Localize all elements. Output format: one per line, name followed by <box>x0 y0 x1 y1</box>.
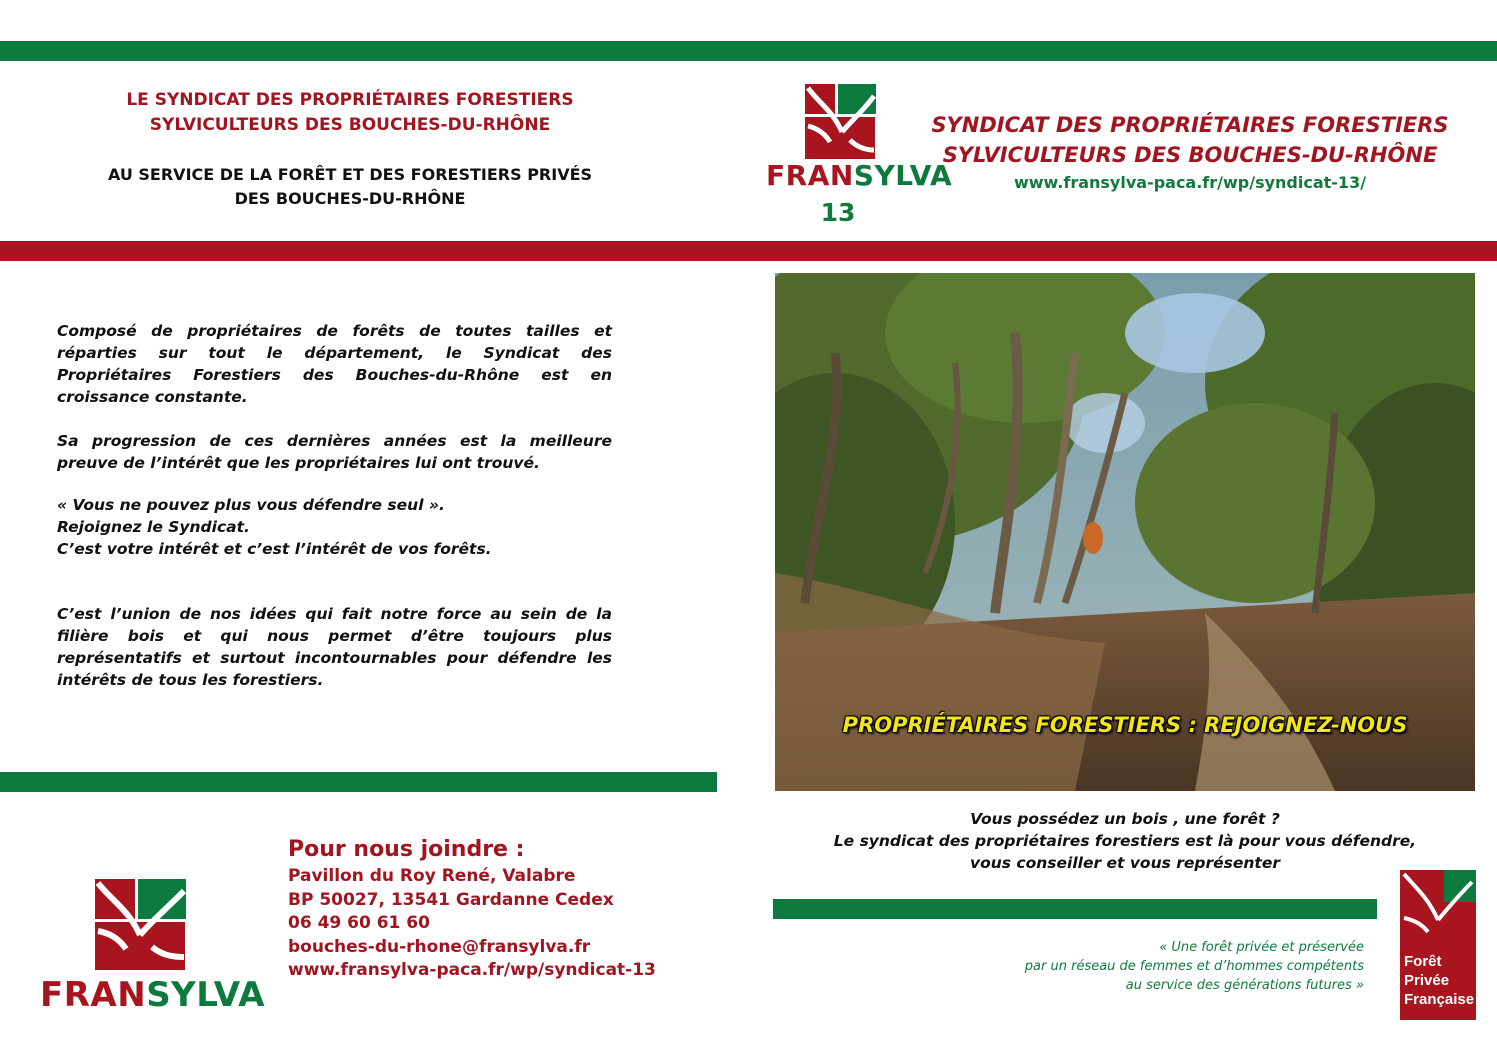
union-paragraph: C’est l’union de nos idées qui fait notre force au sein de la filière bois et qui nous permet d’être toujours plus représentatifs et surtout incontournables pour défendre les intérêts de tous les forestiers. <box>57 605 612 689</box>
fpf-line-2: Privée <box>1404 972 1450 989</box>
contact-website[interactable]: www.fransylva-paca.fr/wp/syndicat-13 <box>288 960 656 980</box>
photo-caption <box>805 713 1445 737</box>
quote-block <box>57 494 612 560</box>
footer-logo-sylva: SYLVA <box>146 975 266 1015</box>
header-logo-fran: FRAN <box>766 159 854 192</box>
union-text-block <box>57 603 612 691</box>
fransylva-logo-footer <box>40 875 266 1020</box>
header-left-title-line1: LE SYNDICAT DES PROPRIÉTAIRES FORESTIERS <box>126 90 574 110</box>
intro-text-block <box>57 320 612 474</box>
header-left-title-line2: SYLVICULTEURS DES BOUCHES-DU-RHÔNE <box>149 115 551 135</box>
motto-line-3: au service des générations futures » <box>1125 978 1364 993</box>
motto-text <box>940 938 1364 995</box>
contact-postal-line: BP 50027, 13541 Gardanne Cedex <box>288 889 614 910</box>
header-right-title-line2: SYLVICULTEURS DES BOUCHES-DU-RHÔNE <box>942 143 1438 167</box>
top-green-band <box>0 41 1497 61</box>
contact-email[interactable]: bouches-du-rhone@fransylva.fr <box>288 936 591 957</box>
header-logo-number: 13 <box>820 198 856 227</box>
invite-line-3: vous conseiller et vous représenter <box>970 854 1280 872</box>
header-left-title <box>60 88 640 138</box>
header-red-band <box>0 241 1497 261</box>
header-right-title-line1: SYNDICAT DES PROPRIÉTAIRES FORESTIERS <box>931 113 1449 137</box>
forest-photo <box>775 273 1475 791</box>
header-right-url[interactable]: www.fransylva-paca.fr/wp/syndicat-13/ <box>1013 173 1367 192</box>
fpf-line-1: Forêt <box>1404 953 1442 970</box>
fpf-tree-icon <box>1400 870 1476 950</box>
left-divider-band <box>0 772 717 792</box>
quote-line-3: C’est votre intérêt et c’est l’intérêt de vos forêts. <box>57 540 492 558</box>
invite-line-2: Le syndicat des propriétaires forestiers est là pour vous défendre, <box>833 832 1417 850</box>
invite-line-1: Vous possédez un bois , une forêt ? <box>970 810 1280 828</box>
header-right-title <box>920 110 1460 170</box>
footer-logo-fran: FRAN <box>40 975 147 1015</box>
contact-heading: Pour nous joindre : <box>288 837 525 862</box>
motto-line-1: « Une forêt privée et préservée <box>1159 940 1364 955</box>
header-logo-sylva: SYLVA <box>853 159 953 192</box>
fpf-line-3: Française <box>1404 991 1475 1008</box>
contact-phone[interactable]: 06 49 60 61 60 <box>288 913 430 933</box>
contact-address-line: Pavillon du Roy René, Valabre <box>288 866 576 886</box>
fransylva-logo-header <box>760 80 953 230</box>
motto-line-2: par un réseau de femmes et d’hommes compétents <box>1024 959 1364 974</box>
footer-logo-wordmark <box>40 975 266 1015</box>
header-left-subtitle <box>60 163 640 211</box>
quote-line-2: Rejoignez le Syndicat. <box>57 518 250 536</box>
right-divider-band <box>773 899 1377 919</box>
intro-paragraph: Composé de propriétaires de forêts de toutes tailles et réparties sur tout le département, le Syndicat des Propriétaires Forestiers des Bouches-du-Rhône est en croissance constante. <box>57 322 612 406</box>
photo-caption-text: PROPRIÉTAIRES FORESTIERS : REJOIGNEZ-NOUS <box>842 713 1408 737</box>
foret-privee-francaise-logo <box>1400 870 1476 1020</box>
contact-block <box>288 835 708 983</box>
fransylva-footer-tree-icon <box>40 875 240 975</box>
header-left-subtitle-line1: AU SERVICE DE LA FORÊT ET DES FORESTIERS PRIVÉS <box>107 165 593 184</box>
quote-line-1: « Vous ne pouvez plus vous défendre seul ». <box>57 496 445 514</box>
header-logo-wordmark <box>766 159 953 192</box>
progress-paragraph: Sa progression de ces dernières années est la meilleure preuve de l’intérêt que les propriétaires lui ont trouvé. <box>57 432 612 472</box>
header-left-subtitle-line2: DES BOUCHES-DU-RHÔNE <box>234 189 466 208</box>
invite-text <box>775 808 1475 874</box>
fpf-wordmark <box>1404 952 1474 1009</box>
